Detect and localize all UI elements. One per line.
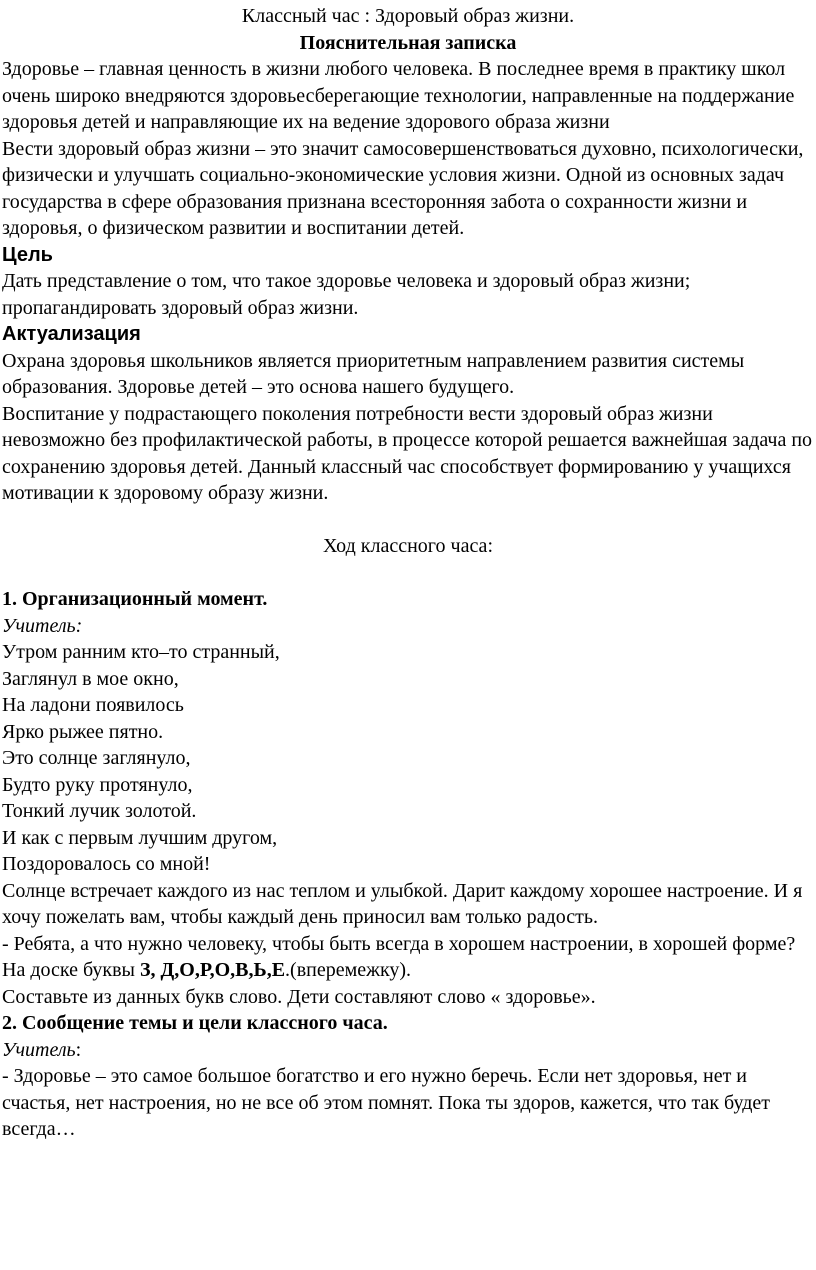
course-heading: Ход классного часа: [322,535,493,557]
poem-line: Утром ранним кто–то странный, [2,641,280,663]
section-1-heading: 1. Организационный момент. [2,588,268,610]
goal-heading: Цель [2,243,53,266]
teacher-colon: : [75,1038,82,1061]
poem-line: Будто руку протянуло, [2,773,193,796]
actualization-text-1: Охрана здоровья школьников является приоритетным направлением развития системы образования. Здоровье детей – это основа нашего будущего. [2,349,745,398]
board-suffix: .(вперемежку). [285,959,412,981]
document-title: Классный час : Здоровый образ жизни. [241,5,575,27]
document-subtitle: Пояснительная записка [299,31,517,54]
teacher-label-2-line [2,1037,814,1064]
question-paragraph: - Ребята, а что нужно человеку, чтобы быть всегда в хорошем настроении, в хорошей форме? [2,932,796,955]
poem-line: Ярко рыжее пятно. [2,720,164,743]
intro-paragraph-2: Вести здоровый образ жизни – это значит самосовершенствоваться духовно, психологически, физически и улучшать социально-экономические условия жизни. Одной из основных задач государства в сфере образования признана всесторонняя забота о сохранности жизни и здоровья, о физическом развитии и воспитании детей. [2,137,804,239]
final-paragraph: - Здоровье – это самое большое богатство и его нужно беречь. Если нет здоровья, нет и счастья, нет настроения, но не все об этом помнят. Пока ты здоров, кажется, что так будет всегда… [2,1065,770,1140]
board-letters-paragraph [2,957,814,984]
goal-text: Дать представление о том, что такое здоровье человека и здоровый образ жизни; пропагандировать здоровый образ жизни. [2,270,691,319]
spacer [2,507,814,534]
poem-line: Это солнце заглянуло, [2,747,191,769]
section-2-heading: 2. Сообщение темы и цели классного часа. [2,1012,388,1034]
poem-line: На ладони появилось [2,694,184,716]
poem-line: Поздоровалось со мной! [2,853,211,875]
board-prefix: На доске буквы [2,959,140,981]
poem-line: И как с первым лучшим другом, [2,826,278,849]
spacer [2,560,814,587]
poem [2,639,814,878]
board-letters: З, Д,О,Р,О,В,Ь,Е [139,959,286,981]
poem-line: Тонкий лучик золотой. [2,800,197,822]
sun-paragraph: Солнце встречает каждого из нас теплом и улыбкой. Дарит каждому хорошее настроение. И я хочу пожелать вам, чтобы каждый день приносил вам только радость. [2,879,803,928]
actualization-heading: Актуализация [2,323,141,345]
compose-paragraph: Составьте из данных букв слово. Дети составляют слово « здоровье». [2,985,596,1008]
teacher-label-2: Учитель [2,1038,76,1061]
poem-line: Заглянул в мое окно, [2,667,179,690]
teacher-label-1: Учитель: [2,614,83,637]
actualization-text-2: Воспитание у подрастающего поколения потребности вести здоровый образ жизни невозможно без профилактической работы, в процессе которой решается важнейшая задача по сохранению здоровья детей. Данный классный час способствует формированию у учащихся мотивации к здоровому образу жизни. [2,402,813,504]
intro-paragraph-1: Здоровье – главная ценность в жизни любого человека. В последнее время в практику школ очень широко внедряются здоровьесберегающие технологии, направленные на поддержание здоровья детей и направляющие их на ведение здорового образа жизни [2,58,795,133]
